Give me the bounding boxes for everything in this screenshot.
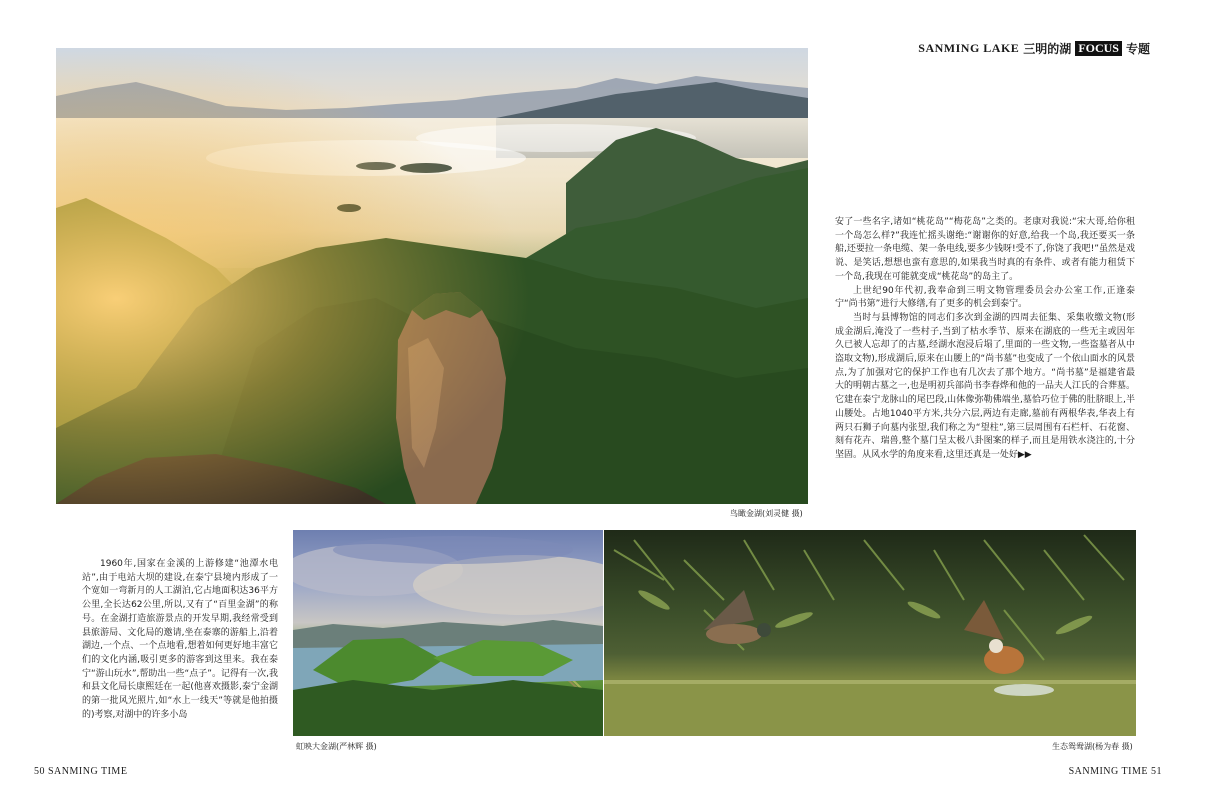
folio-right: SANMING TIME 51 — [1068, 766, 1162, 777]
hero-landscape-illustration — [56, 48, 808, 504]
header-title-cn: 三明的湖 — [1023, 42, 1072, 56]
rainbow-photo-caption: 虹映大金湖(严林辉 摄) — [296, 742, 377, 751]
article-column-left — [82, 558, 278, 722]
hero-photo-aerial-lake — [56, 48, 808, 504]
folio-left: 50 SANMING TIME — [34, 766, 128, 777]
duck-flying — [704, 590, 771, 644]
header-title-en: SANMING LAKE — [918, 41, 1020, 55]
article-paragraph-text: 当时与县博物馆的同志们多次到金湖的四周去征集、采集收缴文物(形成金湖后,淹没了一些村子,当到了枯水季节、原来在湖底的一些无主或因年久已被人忘却了的古墓,经湖水泡浸后塌了,里面的一些文物,一些盗墓者从中盗取文物),形成湖后,原来在山腰上的“尚书墓”也变成了一个依山面水的风景点,为了加强对它的保护工作也有几次去了那个地方。“尚书墓”是福建省最大的明朝古墓之一,也是明初兵部尚书李春烨和他的一品夫人江氏的合葬墓。它建在泰宁龙脉山的尾巴段,山体像弥勒佛端坐,墓恰巧位于佛的肚脐眼上,半山腰处。占地1040平方米,共分六层,两边有走廊,墓前有两根华表,华表上有两只石狮子向墓内张望,我们称之为“望柱”,第三层周围有石栏杆、石花窗、刻有花卉、瑞兽,整个墓门呈太极八卦图案的样子,而且是用铁水浇注的,十分坚固。从风水学的角度来看,这里还真是一处好 — [835, 312, 1135, 460]
article-paragraph: 上世纪90年代初,我奉命到三明文物管理委员会办公室工作,正逢泰宁“尚书第”进行大修缮,有了更多的机会到泰宁。 — [835, 285, 1135, 310]
rainbow-lake-photo — [293, 530, 603, 736]
hero-photo-caption: 鸟瞰金湖(刘灵健 摄) — [730, 509, 803, 518]
header-section-en: FOCUS — [1075, 41, 1122, 56]
ducks-photo-caption: 生态鸳鸯湖(杨为春 摄) — [1052, 742, 1133, 751]
section-header — [918, 40, 1150, 57]
continue-arrow-icon: ▶▶ — [1017, 449, 1032, 460]
mandarin-ducks-photo — [604, 530, 1136, 736]
article-paragraph — [835, 312, 1135, 463]
article-paragraph: 1960年,国家在金溪的上游修建“池潭水电站”,由于电站大坝的建设,在泰宁县境内形成了一个宽如一弯新月的人工湖泊,它占地面积达36平方公里,全长达62公里,所以,又有了“百里金湖”的称号。在金湖打造旅游景点的开发早期,我经常受到县旅游局、文化局的邀请,坐在泰寨的游船上,沿着湖边,一个点、一个点地看,想着如何更好地丰富它们的文化内涵,吸引更多的游客到这里来。我在泰宁“游山玩水”,帮助出一些“点子”。记得有一次,我和县文化局长康熙廷在一起(他喜欢摄影,泰宁金湖的第一批风光照片,如“水上一线天”等就是他拍摄的)考察,对湖中的许多小岛 — [82, 559, 278, 720]
article-column-right — [835, 216, 1135, 463]
article-paragraph: 安了一些名字,诸如“桃花岛”“梅花岛”之类的。老康对我说:“宋大哥,给你租一个岛怎么样?”我连忙摇头谢绝:“谢谢你的好意,给我一个岛,我还要买一条船,还要拉一条电缆、架一条电线,要多少钱呀!受不了,你饶了我吧!”虽然是戏说、是笑话,想想也蛮有意思的,如果我当时真的有条件、或者有能力租赁下一个岛,我现在可能就变成“桃花岛”的岛主了。 — [835, 217, 1135, 282]
header-section-cn: 专题 — [1125, 42, 1150, 56]
rainbow-landscape-illustration — [293, 530, 603, 736]
ducks-illustration — [604, 530, 1136, 736]
